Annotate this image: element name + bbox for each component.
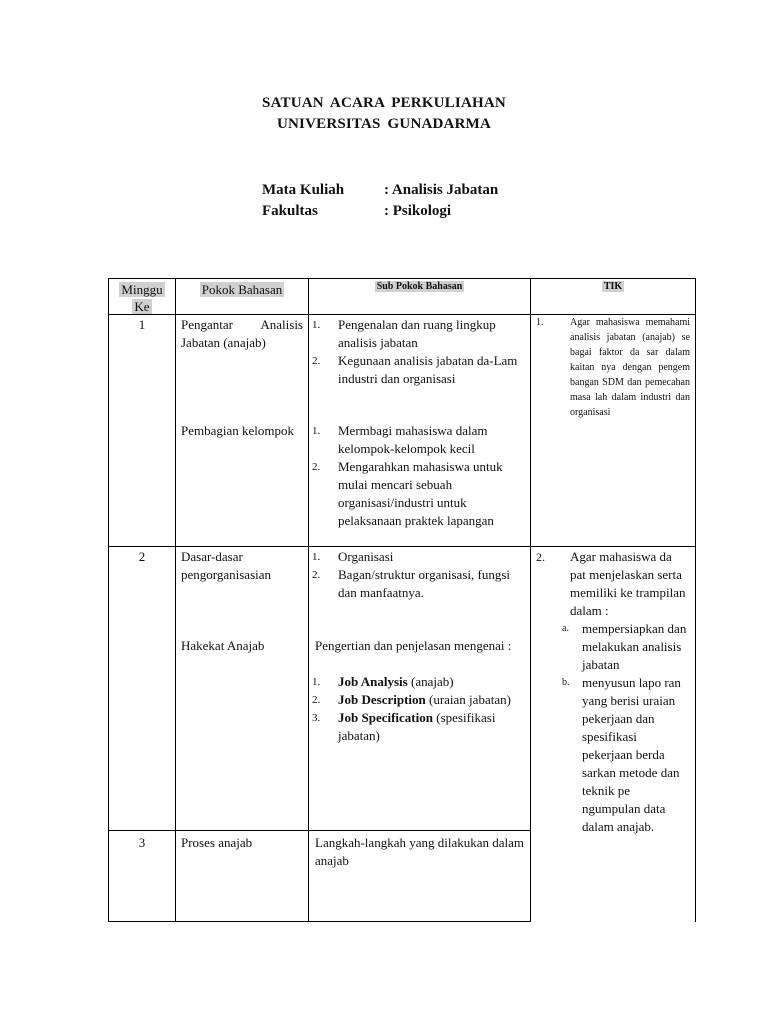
sub-pokok-list (310, 316, 525, 388)
list-item: 2. Job Description (uraian jabatan) (312, 692, 511, 707)
table-col-divider (175, 278, 176, 922)
table-border-left (108, 278, 109, 922)
header-minggu: Minggu Ke (121, 282, 163, 314)
header-sub-pokok-bahasan: Sub Pokok Bahasan (376, 281, 463, 292)
list-item: 2. Mengarahkan mahasiswa untuk mulai mencari sebuah organisasi/industri untuk pelaksanaan praktek lapangan (312, 459, 503, 528)
table-col-divider (530, 278, 531, 922)
sub-pokok-list (310, 673, 525, 745)
table-border-right (695, 278, 696, 922)
sub-pokok-intro: Pengertian dan penjelasan mengenai : (315, 638, 512, 653)
week-number: 3 (138, 835, 146, 850)
table-row-divider (108, 546, 696, 547)
sub-pokok-bahasan: Langkah-langkah yang dilakukan dalam anajab (315, 835, 525, 868)
mata-kuliah-value: : Analisis Jabatan (384, 182, 499, 198)
header-tik: TIK (603, 281, 623, 292)
page-title: SATUAN ACARA PERKULIAHAN (262, 95, 506, 111)
tik-objective: 1. Agar mahasiswa memahami analisis jabatan (anajab) se bagai faktor da sar dalam kaitan nya dengan pengem bangan SDM dan pemecahan masa lah dalam industri dan organisasi (536, 317, 690, 418)
list-item: b. menyusun lapo ran yang berisi uraian pekerjaan dan spesifikasi pekerjaan berda sarkan metode dan teknik pe ngumpulan data dalam anajab. (562, 675, 681, 834)
list-item: 1. Pengenalan dan ruang lingkup analisis jabatan (312, 317, 496, 350)
fakultas-label: Fakultas (262, 203, 318, 219)
week-number: 2 (138, 549, 146, 564)
list-item: 1. Job Analysis (anajab) (312, 674, 454, 689)
table-border-bottom (108, 921, 530, 922)
pokok-bahasan: Hakekat Anajab (181, 638, 265, 653)
sub-pokok-list (310, 548, 525, 602)
table-border-top (108, 278, 696, 279)
page-subtitle: UNIVERSITAS GUNADARMA (276, 116, 492, 132)
fakultas-value: : Psikologi (384, 203, 452, 219)
list-item: a. mempersiapkan dan melakukan analisis jabatan (562, 621, 687, 672)
list-item: 1. Mermbagi mahasiswa dalam kelompok-kelompok kecil (312, 423, 488, 456)
mata-kuliah-label: Mata Kuliah (262, 182, 345, 198)
pokok-bahasan: Dasar-dasar pengorganisasian (181, 549, 272, 582)
sub-pokok-list (310, 422, 525, 530)
list-item: 3. Job Specification (spesifikasi jabatan) (312, 710, 496, 743)
list-item: 1. Organisasi (312, 549, 394, 564)
pokok-bahasan: Pembagian kelompok (181, 423, 295, 438)
table-col-divider (308, 278, 309, 922)
table-row-divider (108, 830, 530, 831)
pokok-bahasan: Proses anajab (181, 835, 253, 850)
list-item: 2. Bagan/struktur organisasi, fungsi dan manfaatnya. (312, 567, 510, 600)
tik-sublist (560, 620, 690, 836)
tik-objective: 2. Agar mahasiswa da pat menjelaskan serta memiliki ke trampilan dalam : a. mempersiapkan dan melakukan analisis jabatan b. menyusun lapo ran yang berisi uraian pekerjaan dan spesifikasi pekerjaan berda sarkan metode dan teknik pe ngumpulan data dalam anajab. (534, 548, 690, 836)
week-number: 1 (138, 317, 146, 332)
pokok-bahasan: Pengantar Analisis Jabatan (anajab) (181, 317, 303, 350)
header-pokok-bahasan: Pokok Bahasan (201, 282, 283, 297)
list-item: 2. Kegunaan analisis jabatan da-Lam industri dan organisasi (312, 353, 518, 386)
